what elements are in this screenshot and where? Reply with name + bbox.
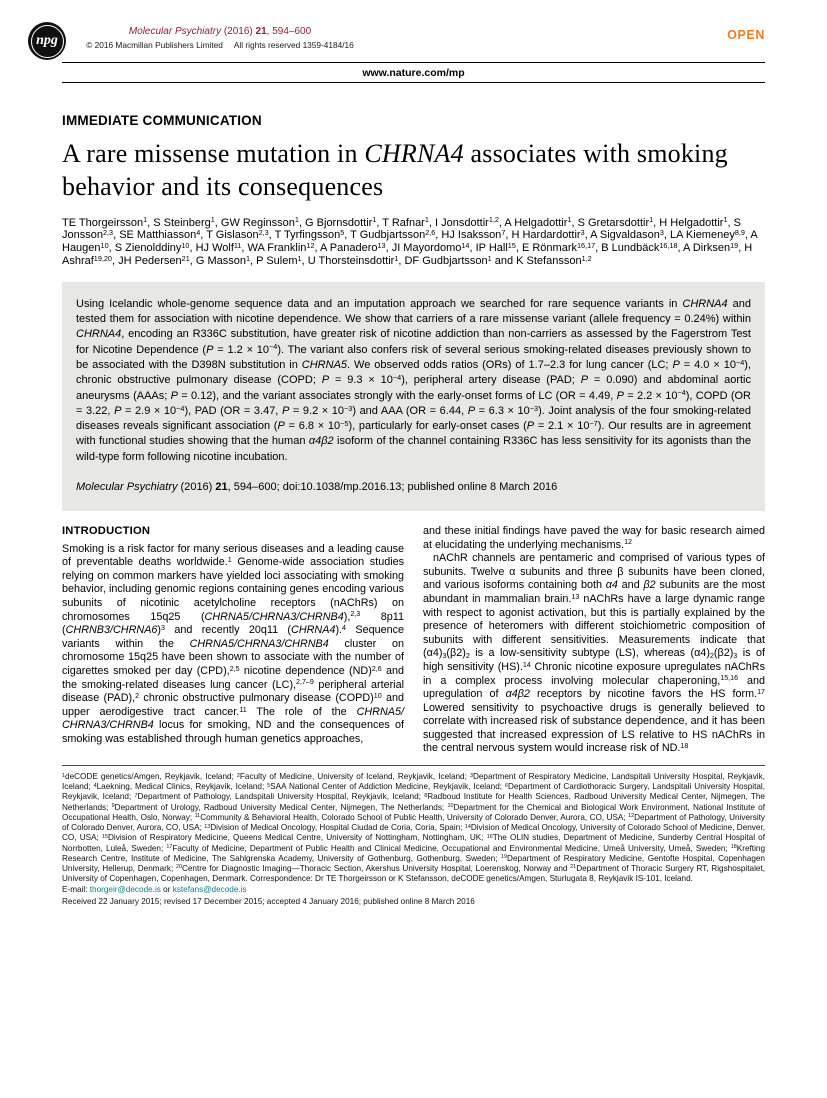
- article-type-label: IMMEDIATE COMMUNICATION: [62, 113, 262, 128]
- body-column-left: [62, 525, 404, 756]
- email-link-thorgeir[interactable]: thorgeir@decode.is: [89, 885, 161, 895]
- copyright-text: © 2016 Macmillan Publishers Limited: [86, 40, 223, 50]
- footnotes-block: [62, 772, 765, 907]
- header-rule-bottom: [62, 82, 765, 83]
- author-list: TE Thorgeirsson$^1$, S Steinberg$^1$, GW Reginsson$^1$, G Bjornsdottir$^1$, T Rafnar$^1$, I Jonsdottir$^{1,2}$, A Helgadottir$^1$, S Gretarsdottir$^1$, H Helgadottir$^1$, S Jonsson$^{2,3}$, SE Matthiasson$^4$, T Gislason$^{2,3}$, T Tyrfingsson$^5$, T Gudbjartsson$^{2,6}$, HJ Isaksson$^7$, H Hardardottir$^3$, A Sigvaldason$^3$, LA Kiemeney$^{8,9}$, A Haugen$^{10}$, S Zienolddiny$^{10}$, HJ Wolf$^{11}$, WA Franklin$^{12}$, A Panadero$^{13}$, JI Mayordomo$^{14}$, IP Hall$^{15}$, E Rönmark$^{16,17}$, B Lundbäck$^{16,18}$, A Dirksen$^{19}$, H Ashraf$^{19,20}$, JH Pedersen$^{21}$, G Masson$^1$, P Sulem$^1$, U Thorsteinsdottir$^1$, DF Gudbjartsson$^1$ and K Stefansson$^{1,2}$: [62, 215, 758, 267]
- article-history-line: Received 22 January 2015; revised 17 December 2015; accepted 4 January 2016; published online 8 March 2016: [62, 896, 475, 906]
- copyright-line: [86, 40, 354, 50]
- abstract-box: [62, 282, 765, 511]
- footnote-separator: [62, 765, 765, 766]
- abstract-citation: Molecular Psychiatry (2016) 21, 594–600; doi:10.1038/mp.2016.13; published online 8 March 2016: [76, 480, 558, 493]
- introduction-heading: INTRODUCTION: [62, 524, 151, 537]
- affiliations-text: $^1$deCODE genetics/Amgen, Reykjavik, Iceland; $^2$Faculty of Medicine, University of Iceland, Reykjavik, Iceland; $^3$Department of Respiratory Medicine, Landspitali University Hospital, Reykjavik, Iceland; $^4$Laekning, Medical Clinics, Reykjavik, Iceland; $^5$SAA National Center of Addiction Medicine, Reykjavik, Iceland; $^6$Department of Cardiothoracic Surgery, Landspitali University Hospital, Reykjavik, Iceland; $^7$Department of Pathology, Landspitali University Hospital, Reykjavik, Iceland; $^8$Radboud Institute for Health Sciences, Radboud University Medical Center, Nijmegen, The Netherlands; $^9$Department of Urology, Radboud University Medical Center, Nijmegen, The Netherlands; $^{10}$Department for the Chemical and Biological Work Environment, National Institute of Occupational Health, Oslo, Norway; $^{11}$Community & Behavioral Health, Colorado School of Public Health, University of Colorado Denver, Aurora, CO, USA; $^{12}$Department of Pathology, University of Colorado Denver, Aurora, CO, USA; $^{13}$Division of Medical Oncology, Hospital Ciudad de Coria, Coria, Spain; $^{14}$Division of Medical Oncology, University of Colorado School of Medicine, Denver, CO, USA; $^{15}$Division of Respiratory Medicine, Queens Medical Centre, University of Nottingham, Nottingham, UK; $^{16}$The OLIN studies, Department of Medicine, Sunderby Central Hospital of Norrbotten, Luleå, Sweden; $^{17}$Faculty of Medicine, Department of Public Health and Clinical Medicine, Occupational and Environmental Medicine, Umeå University, Umeå, Sweden; $^{18}$Krefting Research Centre, Institute of Medicine, The Sahlgrenska Academy, University of Gothenburg, Gothenburg, Sweden; $^{19}$Department of Respiratory Medicine, Gentofte Hospital, Copenhagen University, Hellerup, Denmark; $^{20}$Centre for Diagnostic Imaging—Thoracic Section, Akershus University Hospital, Loerenskog, Norway and $^{21}$Department of Thoracic Surgery RT, Rigshospitalet, University of Copenhagen, Copenhagen, Denmark. Correspondence: Dr TE Thorgeirsson or K Stefansson, deCODE genetics/Amgen, Sturlugata 8, Reykjavik IS-101, Iceland.: [62, 772, 766, 884]
- correspondence-email-line: E-mail: thorgeir@decode.is or kstefans@decode.is: [62, 885, 247, 895]
- body-column-right: [423, 525, 765, 756]
- email-link-kstefans[interactable]: kstefans@decode.is: [172, 885, 247, 895]
- journal-citation: Molecular Psychiatry (2016) 21, 594–600: [128, 26, 312, 37]
- introduction-paragraph-right-1: and these initial findings have paved the way for basic research aimed at elucidating the underlying mechanisms.$^{12}$: [423, 524, 765, 551]
- journal-url[interactable]: www.nature.com/mp: [362, 66, 465, 79]
- rights-reserved-text: All rights reserved 1359-4184/16: [233, 40, 354, 50]
- introduction-paragraph-left: Smoking is a risk factor for many serious diseases and a leading cause of preventable deaths worldwide.$^1$ Genome-wide association studies relying on common markers have yielded loci associating with smoking behavior, including genomic regions containing genes encoding various subunits of nicotinic acetylcholine receptors (nAChRs) on chromosomes 15q25 (CHRNA5/CHRNA3/CHRNB4),$^{2,3}$ 8p11 (CHRNB3/CHRNA6)$^3$ and recently 20q11 (CHRNA4).$^4$ Sequence variants within the CHRNA5/CHRNA3/CHRNB4 cluster on chromosome 15q25 have been shown to associate with the number of cigarettes smoked per day (CPD),$^{2,5}$ nicotine dependence (ND)$^{2,6}$ and the smoking-related diseases lung cancer (LC),$^{2,7-9}$ peripheral arterial disease (PAD),$^2$ chronic obstructive pulmonary disease (COPD)$^{10}$ and upper aerodigestive tract cancer.$^{11}$ The role of the CHRNA5/ CHRNA3/CHRNB4 locus for smoking, ND and the consequences of smoking was established through human genetics approaches,: [62, 542, 405, 745]
- header-citation-block: [86, 26, 354, 50]
- open-access-badge[interactable]: OPEN: [727, 28, 765, 42]
- abstract-text: Using Icelandic whole-genome sequence data and an imputation approach we searched for rare sequence variants in CHRNA4 and tested them for association with nicotine dependence. We show that carriers of a rare missense variant (allele frequency = 0.24%) within CHRNA4, encoding an R336C substitution, have greater risk of nicotine addiction than non-carriers as assessed by the Fagerstrom Test for Nicotine Dependence $(P = 1.2 \times 10^{-4})$. The variant also confers risk of several serious smoking-related diseases previously shown to be associated with the D398N substitution in CHRNA5. We observed odds ratios (ORs) of 1.7–2.3 for lung cancer (LC; $P = 4.0 \times 10^{-4}$), chronic obstructive pulmonary disease (COPD; $P = 9.3 \times 10^{-4}$), peripheral artery disease (PAD; P = 0.090) and abdominal aortic aneurysms (AAAs; P = 0.12), and the variant associates strongly with the early-onset forms of LC (OR = 4.49, $P = 2.2 \times 10^{-4}$), COPD (OR = 3.22, $P = 2.9 \times 10^{-4}$), PAD (OR = 3.47, $P = 9.2 \times 10^{-3}$) and AAA (OR = 6.44, $P = 6.3 \times 10^{-3}$). Joint analysis of the four smoking-related diseases reveals significant association $(P = 6.8 \times 10^{-5})$, particularly for early-onset cases $(P = 2.1 \times 10^{-7})$. Our results are in agreement with functional studies showing that the human α4β2 isoform of the channel containing R336C has less sensitivity for its agonists than the wild-type form following nicotine incubation.: [76, 297, 752, 463]
- npg-logo-text: npg: [36, 33, 58, 48]
- article-title: A rare missense mutation in CHRNA4 associates with smoking behavior and its consequences: [62, 139, 728, 202]
- body-columns: [62, 525, 765, 756]
- introduction-paragraph-right-2: nAChR channels are pentameric and comprised of various types of subunits. Twelve α subunits and three β subunits have been cloned, and various isoforms containing both α4 and β2 subunits are the most abundant in mammalian brain.$^{13}$ nAChRs have a large dynamic range with respect to agonist activation, but this is partially explained by the presence of heteromers with different stoichiometric composition of subunits with different sensitivities. Measurements indicate that $(\alpha 4)_3(\beta 2)_2$ is a low-sensitivity subtype (LS), whereas $(\alpha 4)_2(\beta 2)_3$ is of high sensitivity (HS).$^{14}$ Chronic nicotine exposure upregulates nAChRs in a complex process involving molecular chaperoning,$^{15,16}$ and upregulation of α4β2 receptors by nicotine favors the HS form.$^{17}$ Lowered sensitivity to psychoactive drugs is generally believed to correlate with increased risk of substance dependence, and it has been suggested that increased expression of LS relative to HS nAChRs in the central nervous system would increase risk of ND.$^{18}$: [423, 552, 766, 755]
- npg-logo: [28, 22, 66, 60]
